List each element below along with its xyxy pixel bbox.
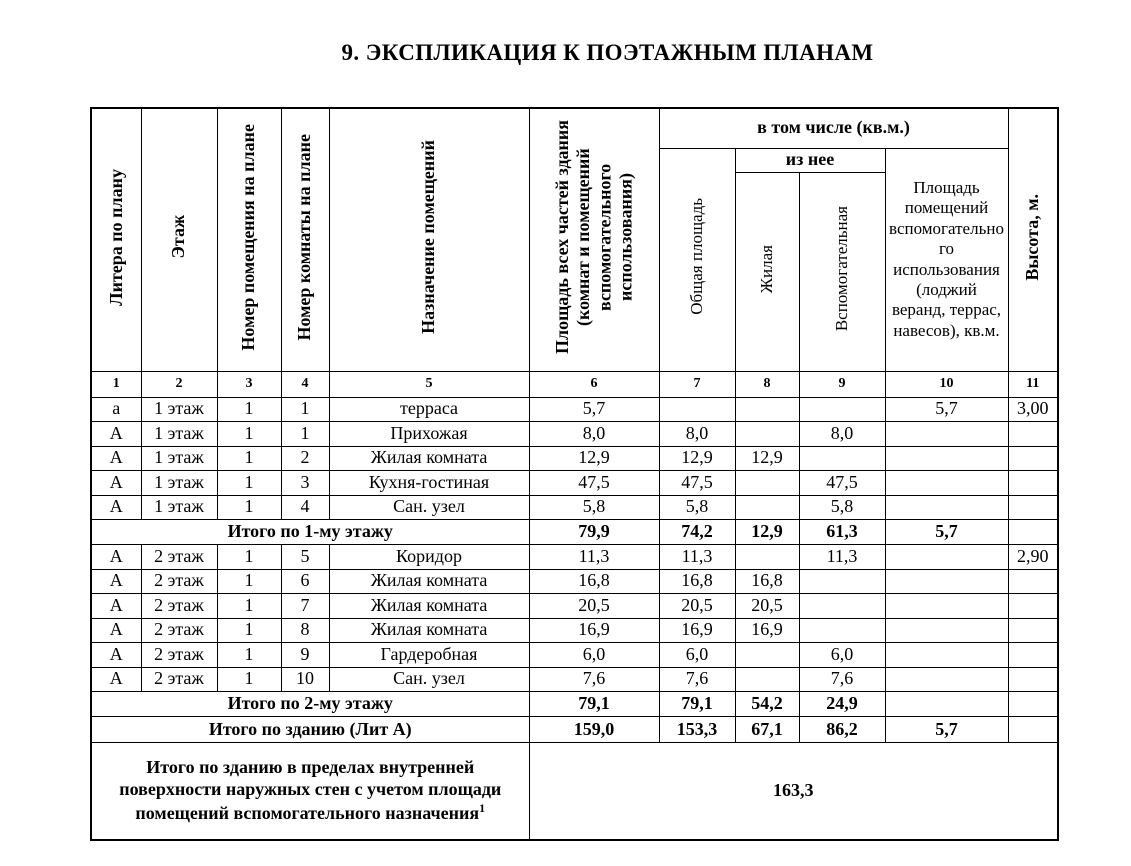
cell-naznachenie: Прихожая — [329, 422, 529, 447]
cell-total-area: 5,8 — [529, 495, 659, 520]
cell-naznachenie: Жилая комната — [329, 594, 529, 619]
cell-litera: А — [91, 618, 141, 643]
cell-vspomogatelnaya — [799, 397, 885, 422]
cell-room-number: 3 — [281, 471, 329, 496]
cell-litera: А — [91, 446, 141, 471]
cell-height — [1008, 643, 1058, 668]
cell-height — [1008, 618, 1058, 643]
cell-naznachenie: Жилая комната — [329, 618, 529, 643]
table-row — [91, 422, 1058, 447]
cell-zhilaya: 16,9 — [735, 618, 799, 643]
cell-room-number: 1 — [281, 397, 329, 422]
cell-zhilaya: 12,9 — [735, 520, 799, 545]
cell-naznachenie: Сан. узел — [329, 667, 529, 692]
cell-etazh: 2 этаж — [141, 643, 217, 668]
cell-obshchaya: 16,9 — [659, 618, 735, 643]
cell-height — [1008, 594, 1058, 619]
cell-height — [1008, 692, 1058, 717]
cell-aux-area — [885, 495, 1008, 520]
cell-zhilaya — [735, 643, 799, 668]
cell-aux-area: 5,7 — [885, 397, 1008, 422]
col-header-zhilaya: Жилая — [735, 172, 799, 371]
cell-zhilaya — [735, 545, 799, 570]
column-number: 9 — [799, 371, 885, 397]
cell-naznachenie: терраса — [329, 397, 529, 422]
explication-table — [90, 107, 1059, 841]
cell-etazh: 1 этаж — [141, 471, 217, 496]
table-row — [91, 594, 1058, 619]
footnote-mark: 1 — [479, 800, 486, 815]
cell-room-number: 10 — [281, 667, 329, 692]
cell-room-number: 8 — [281, 618, 329, 643]
cell-zhilaya — [735, 667, 799, 692]
cell-total-area: 79,9 — [529, 520, 659, 545]
cell-height — [1008, 569, 1058, 594]
table-row — [91, 495, 1058, 520]
cell-total-area: 20,5 — [529, 594, 659, 619]
cell-zhilaya: 12,9 — [735, 446, 799, 471]
total-inner-value: 163,3 — [529, 743, 1058, 840]
cell-vspomogatelnaya: 8,0 — [799, 422, 885, 447]
cell-zhilaya — [735, 495, 799, 520]
cell-total-area: 5,7 — [529, 397, 659, 422]
cell-obshchaya — [659, 397, 735, 422]
cell-pom-number: 1 — [217, 471, 281, 496]
cell-etazh: 2 этаж — [141, 667, 217, 692]
cell-pom-number: 1 — [217, 422, 281, 447]
cell-vspomogatelnaya: 6,0 — [799, 643, 885, 668]
cell-pom-number: 1 — [217, 667, 281, 692]
cell-pom-number: 1 — [217, 594, 281, 619]
cell-etazh: 1 этаж — [141, 422, 217, 447]
cell-etazh: 2 этаж — [141, 594, 217, 619]
cell-aux-area — [885, 545, 1008, 570]
cell-obshchaya: 12,9 — [659, 446, 735, 471]
cell-room-number: 9 — [281, 643, 329, 668]
table-row — [91, 446, 1058, 471]
col-header-ploshchad-vspom: Площадь помещений вспомогательного использования (лоджий веранд, террас, навесов), кв.м. — [885, 148, 1008, 371]
cell-zhilaya — [735, 422, 799, 447]
cell-naznachenie: Жилая комната — [329, 446, 529, 471]
total-label: Итого по зданию (Лит А) — [91, 717, 529, 743]
cell-total-area: 8,0 — [529, 422, 659, 447]
cell-zhilaya: 16,8 — [735, 569, 799, 594]
cell-total-area: 11,3 — [529, 545, 659, 570]
cell-aux-area — [885, 594, 1008, 619]
total-row-inner-walls — [91, 743, 1058, 840]
cell-obshchaya: 74,2 — [659, 520, 735, 545]
cell-height — [1008, 717, 1058, 743]
column-number: 1 — [91, 371, 141, 397]
total-inner-label-text: Итого по зданию в пределах внутренней поверхности наружных стен с учетом площади помещений вспомогательного назначения — [119, 757, 502, 823]
total-row-floor1 — [91, 520, 1058, 545]
cell-aux-area: 5,7 — [885, 520, 1008, 545]
total-label: Итого по 1-му этажу — [91, 520, 529, 545]
group-header-v-tom-chisle: в том числе (кв.м.) — [659, 108, 1008, 148]
cell-pom-number: 1 — [217, 545, 281, 570]
col-header-vspomogatelnaya: Вспомогательная — [799, 172, 885, 371]
cell-litera: А — [91, 594, 141, 619]
cell-litera: А — [91, 422, 141, 447]
cell-litera: А — [91, 643, 141, 668]
cell-total-area: 16,9 — [529, 618, 659, 643]
cell-etazh: 2 этаж — [141, 545, 217, 570]
cell-aux-area — [885, 569, 1008, 594]
cell-vspomogatelnaya — [799, 618, 885, 643]
cell-naznachenie: Гардеробная — [329, 643, 529, 668]
cell-naznachenie: Коридор — [329, 545, 529, 570]
cell-naznachenie: Кухня-гостиная — [329, 471, 529, 496]
total-row-floor2 — [91, 692, 1058, 717]
cell-aux-area — [885, 692, 1008, 717]
table-row — [91, 643, 1058, 668]
cell-height — [1008, 446, 1058, 471]
cell-zhilaya: 67,1 — [735, 717, 799, 743]
cell-obshchaya: 47,5 — [659, 471, 735, 496]
cell-obshchaya: 7,6 — [659, 667, 735, 692]
cell-naznachenie: Сан. узел — [329, 495, 529, 520]
cell-aux-area — [885, 667, 1008, 692]
cell-pom-number: 1 — [217, 569, 281, 594]
cell-etazh: 1 этаж — [141, 495, 217, 520]
cell-etazh: 1 этаж — [141, 397, 217, 422]
cell-zhilaya: 20,5 — [735, 594, 799, 619]
group-header-iz-nee: из нее — [735, 148, 885, 172]
cell-aux-area — [885, 422, 1008, 447]
cell-room-number: 4 — [281, 495, 329, 520]
column-number: 11 — [1008, 371, 1058, 397]
cell-litera: А — [91, 471, 141, 496]
cell-total-area: 6,0 — [529, 643, 659, 668]
cell-obshchaya: 11,3 — [659, 545, 735, 570]
cell-aux-area — [885, 471, 1008, 496]
cell-aux-area — [885, 446, 1008, 471]
cell-pom-number: 1 — [217, 397, 281, 422]
cell-aux-area: 5,7 — [885, 717, 1008, 743]
cell-total-area: 159,0 — [529, 717, 659, 743]
cell-obshchaya: 79,1 — [659, 692, 735, 717]
cell-obshchaya: 8,0 — [659, 422, 735, 447]
cell-obshchaya: 16,8 — [659, 569, 735, 594]
cell-total-area: 79,1 — [529, 692, 659, 717]
cell-height — [1008, 520, 1058, 545]
col-header-ploshchad-vsekh: Площадь всех частей здания (комнат и помещений вспомогательного использования) — [529, 108, 659, 371]
column-number: 6 — [529, 371, 659, 397]
cell-pom-number: 1 — [217, 643, 281, 668]
table-row — [91, 471, 1058, 496]
col-header-obshchaya: Общая площадь — [659, 148, 735, 371]
total-inner-label — [91, 743, 529, 840]
column-number: 3 — [217, 371, 281, 397]
col-header-vysota: Высота, м. — [1008, 108, 1058, 371]
cell-total-area: 12,9 — [529, 446, 659, 471]
cell-vspomogatelnaya — [799, 594, 885, 619]
cell-obshchaya: 5,8 — [659, 495, 735, 520]
cell-vspomogatelnaya: 61,3 — [799, 520, 885, 545]
cell-litera: А — [91, 569, 141, 594]
column-number: 8 — [735, 371, 799, 397]
col-header-nomer-pomeshcheniya: Номер помещения на плане — [217, 108, 281, 371]
column-numbers-row — [91, 371, 1058, 397]
cell-litera: А — [91, 495, 141, 520]
cell-vspomogatelnaya: 5,8 — [799, 495, 885, 520]
col-header-nomer-komnaty: Номер комнаты на плане — [281, 108, 329, 371]
cell-total-area: 16,8 — [529, 569, 659, 594]
cell-etazh: 2 этаж — [141, 618, 217, 643]
total-row-building — [91, 717, 1058, 743]
cell-height: 3,00 — [1008, 397, 1058, 422]
cell-zhilaya: 54,2 — [735, 692, 799, 717]
col-header-litera: Литера по плану — [91, 108, 141, 371]
cell-room-number: 2 — [281, 446, 329, 471]
cell-room-number: 1 — [281, 422, 329, 447]
cell-obshchaya: 153,3 — [659, 717, 735, 743]
cell-vspomogatelnaya: 86,2 — [799, 717, 885, 743]
cell-room-number: 5 — [281, 545, 329, 570]
cell-litera: а — [91, 397, 141, 422]
column-number: 2 — [141, 371, 217, 397]
table-row — [91, 569, 1058, 594]
cell-zhilaya — [735, 471, 799, 496]
table-row — [91, 667, 1058, 692]
col-header-etazh: Этаж — [141, 108, 217, 371]
table-row — [91, 545, 1058, 570]
column-number: 7 — [659, 371, 735, 397]
cell-etazh: 2 этаж — [141, 569, 217, 594]
cell-vspomogatelnaya: 7,6 — [799, 667, 885, 692]
cell-vspomogatelnaya: 47,5 — [799, 471, 885, 496]
cell-total-area: 47,5 — [529, 471, 659, 496]
cell-aux-area — [885, 618, 1008, 643]
cell-room-number: 6 — [281, 569, 329, 594]
cell-pom-number: 1 — [217, 446, 281, 471]
total-label: Итого по 2-му этажу — [91, 692, 529, 717]
column-number: 5 — [329, 371, 529, 397]
cell-naznachenie: Жилая комната — [329, 569, 529, 594]
table-row — [91, 618, 1058, 643]
column-number: 10 — [885, 371, 1008, 397]
page-title: 9. ЭКСПЛИКАЦИЯ К ПОЭТАЖНЫМ ПЛАНАМ — [341, 40, 874, 65]
cell-pom-number: 1 — [217, 495, 281, 520]
cell-height — [1008, 495, 1058, 520]
header-row-group — [91, 108, 1058, 148]
cell-obshchaya: 6,0 — [659, 643, 735, 668]
cell-vspomogatelnaya: 24,9 — [799, 692, 885, 717]
cell-vspomogatelnaya — [799, 569, 885, 594]
cell-etazh: 1 этаж — [141, 446, 217, 471]
cell-height — [1008, 471, 1058, 496]
cell-obshchaya: 20,5 — [659, 594, 735, 619]
cell-litera: А — [91, 667, 141, 692]
cell-height — [1008, 667, 1058, 692]
cell-height — [1008, 422, 1058, 447]
cell-pom-number: 1 — [217, 618, 281, 643]
cell-total-area: 7,6 — [529, 667, 659, 692]
col-header-naznachenie: Назначение помещений — [329, 108, 529, 371]
cell-vspomogatelnaya: 11,3 — [799, 545, 885, 570]
cell-zhilaya — [735, 397, 799, 422]
table-row — [91, 397, 1058, 422]
cell-room-number: 7 — [281, 594, 329, 619]
cell-aux-area — [885, 643, 1008, 668]
cell-height: 2,90 — [1008, 545, 1058, 570]
cell-litera: А — [91, 545, 141, 570]
column-number: 4 — [281, 371, 329, 397]
cell-vspomogatelnaya — [799, 446, 885, 471]
